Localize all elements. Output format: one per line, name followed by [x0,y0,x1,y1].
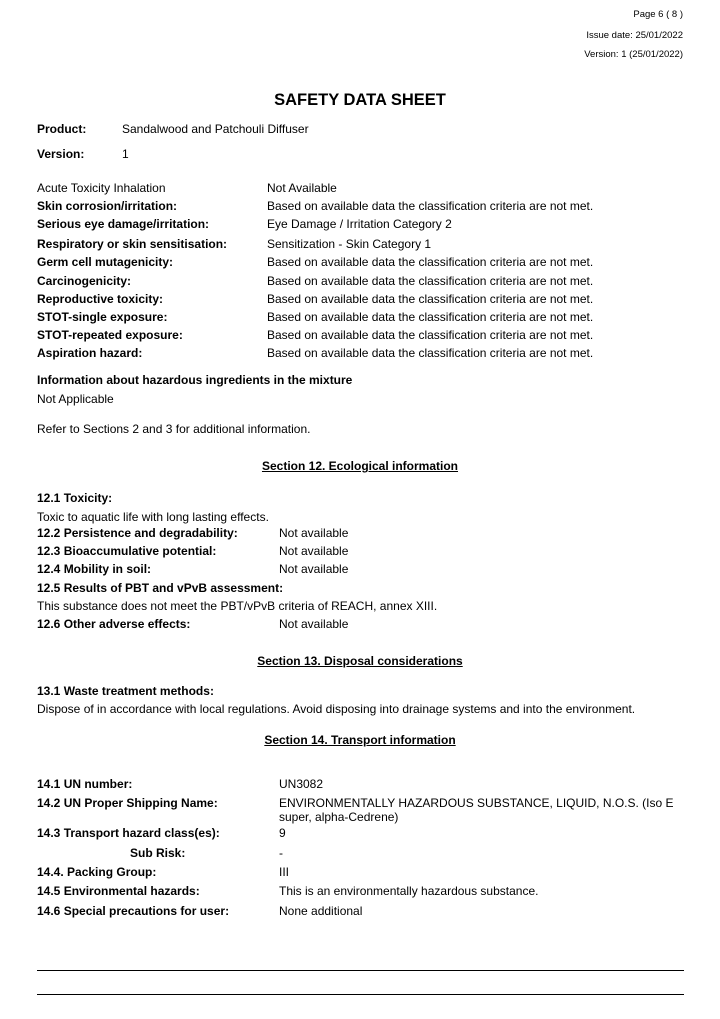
toxicity-row-label: Serious eye damage/irritation: [37,217,210,231]
toxicity-row [37,310,697,328]
pbt-text: This substance does not meet the PBT/vPvB criteria of REACH, annex XIII. [37,599,438,613]
special-precautions-label: 14.6 Special precautions for user: [37,904,230,918]
packing-group-row [37,865,697,883]
shipping-name-row [37,796,697,828]
toxicity-row-label: Skin corrosion/irritation: [37,199,178,213]
sub-risk-label: Sub Risk: [130,846,186,860]
ecological-row [37,544,697,562]
sub-risk-row [37,846,697,864]
ecological-row-value: Not available [279,544,349,558]
toxicity-row-label: Germ cell mutagenicity: [37,255,174,269]
ecological-row-value: Not available [279,526,349,540]
un-number-label: 14.1 UN number: [37,777,133,791]
version-row [37,147,697,165]
product-value: Sandalwood and Patchouli Diffuser [122,122,309,136]
product-label: Product: [37,122,87,136]
shipping-name-label: 14.2 UN Proper Shipping Name: [37,796,218,810]
toxicity-row-label: Reproductive toxicity: [37,292,164,306]
packing-group-label: 14.4. Packing Group: [37,865,157,879]
refer-text: Refer to Sections 2 and 3 for additional information. [37,422,311,436]
toxicity-row-value: Based on available data the classification criteria are not met. [267,346,594,360]
toxicity-text: Toxic to aquatic life with long lasting effects. [37,510,269,524]
un-number-row [37,777,697,795]
toxicity-row [37,346,697,364]
waste-text: Dispose of in accordance with local regulations. Avoid disposing into drainage systems and into the environment. [37,702,636,716]
ecological-row-label: 12.2 Persistence and degradability: [37,526,238,540]
version-value: 1 [122,147,129,161]
footer-rule-top [37,970,684,971]
shipping-name-line2: super, alpha-Cedrene) [279,810,399,824]
toxicity-row-value: Based on available data the classification criteria are not met. [267,310,594,324]
toxicity-row-value: Based on available data the classification criteria are not met. [267,292,594,306]
hazard-class-row [37,826,697,844]
other-effects-row [37,617,697,635]
toxicity-row-value: Based on available data the classification criteria are not met. [267,199,594,213]
toxicity-row-value: Based on available data the classification criteria are not met. [267,255,594,269]
env-hazards-value: This is an environmentally hazardous substance. [279,884,539,898]
toxicity-row [37,255,697,273]
toxicity-row-value: Based on available data the classification criteria are not met. [267,328,594,342]
env-hazards-label: 14.5 Environmental hazards: [37,884,200,898]
pbt-label: 12.5 Results of PBT and vPvB assessment: [37,581,284,595]
toxicity-row [37,292,697,310]
hazardous-info-heading: Information about hazardous ingredients in the mixture [37,373,353,387]
version-label: Version: [37,147,85,161]
footer-rule-bottom [37,994,684,995]
sub-risk-value: - [279,846,283,860]
toxicity-row-label: Acute Toxicity Inhalation [37,181,166,195]
section-14-title: Section 14. Transport information [264,733,456,747]
toxicity-row-label: STOT-single exposure: [37,310,168,324]
other-effects-value: Not available [279,617,349,631]
shipping-name-line1: ENVIRONMENTALLY HAZARDOUS SUBSTANCE, LIQUID, N.O.S. (Iso E [279,796,674,810]
ecological-row [37,526,697,544]
ecological-row [37,562,697,580]
product-row [37,122,697,140]
toxicity-row [37,237,697,255]
toxicity-row [37,217,697,235]
section-13-title: Section 13. Disposal considerations [257,654,463,668]
version-date: Version: 1 (25/01/2022) [584,49,683,60]
toxicity-row [37,199,697,217]
ecological-row-value: Not available [279,562,349,576]
toxicity-row-label: Carcinogenicity: [37,274,132,288]
env-hazards-row [37,884,697,902]
document-title: SAFETY DATA SHEET [274,91,446,109]
un-number-value: UN3082 [279,777,324,791]
hazard-class-value: 9 [279,826,286,840]
toxicity-row-value: Not Available [267,181,337,195]
special-precautions-row [37,904,697,922]
toxicity-row-value: Sensitization - Skin Category 1 [267,237,432,251]
page-number: Page 6 ( 8 ) [633,9,683,20]
toxicity-row [37,328,697,346]
toxicity-row-label: Aspiration hazard: [37,346,143,360]
hazardous-info-text: Not Applicable [37,392,114,406]
special-precautions-value: None additional [279,904,363,918]
ecological-row-label: 12.4 Mobility in soil: [37,562,152,576]
section-12-title: Section 12. Ecological information [261,459,459,473]
toxicity-row [37,274,697,292]
ecological-row-label: 12.3 Bioaccumulative potential: [37,544,217,558]
other-effects-label: 12.6 Other adverse effects: [37,617,191,631]
toxicity-row-label: Respiratory or skin sensitisation: [37,237,228,251]
issue-date: Issue date: 25/01/2022 [586,30,683,41]
toxicity-row-value: Based on available data the classification criteria are not met. [267,274,594,288]
packing-group-value: III [279,865,290,879]
toxicity-row-value: Eye Damage / Irritation Category 2 [267,217,452,231]
toxicity-row-label: STOT-repeated exposure: [37,328,183,342]
hazard-class-label: 14.3 Transport hazard class(es): [37,826,220,840]
toxicity-row [37,181,697,199]
toxicity-label: 12.1 Toxicity: [37,491,113,505]
waste-label: 13.1 Waste treatment methods: [37,684,214,698]
